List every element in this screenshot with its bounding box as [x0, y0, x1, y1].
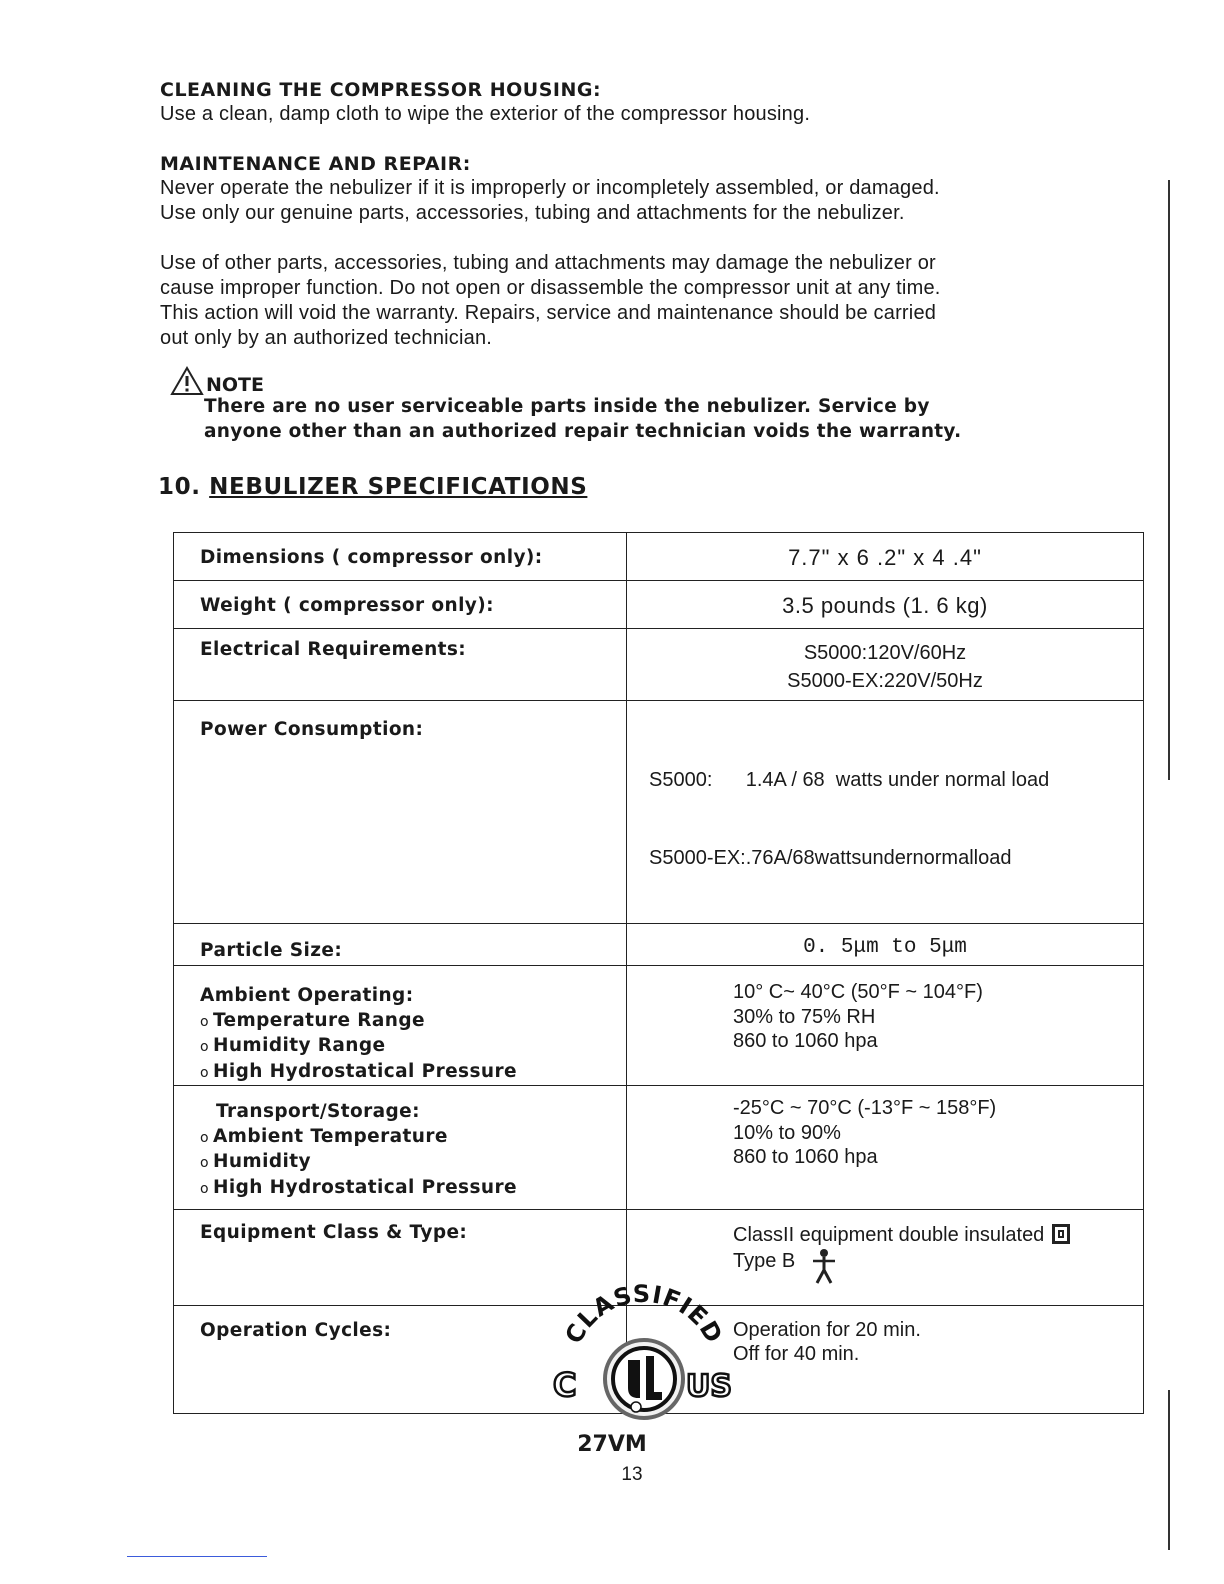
- electrical-value-2: S5000-EX:220V/50Hz: [787, 670, 983, 692]
- ambient-item-1: Temperature Range: [212, 1009, 425, 1031]
- note-line-1: There are no user serviceable parts inside the nebulizer. Service by: [204, 396, 930, 417]
- electrical-value-1: S5000:120V/60Hz: [803, 642, 967, 664]
- ambient-item-2: Humidity Range: [212, 1035, 386, 1056]
- power-value-1: S5000: 1.4A / 68 watts under normal load: [649, 769, 1050, 791]
- maintenance-p2-line-1: Use of other parts, accessories, tubing and attachments may damage the nebulizer or: [160, 252, 936, 274]
- cleaning-text: Use a clean, damp cloth to wipe the exterior of the compressor housing.: [160, 103, 811, 125]
- maintenance-section: [160, 152, 1100, 226]
- note-text: [204, 394, 1024, 444]
- weight-label: Weight ( compressor only):: [200, 595, 494, 616]
- section-number: 10.: [158, 474, 201, 500]
- equipment-value-2: Type B: [733, 1250, 796, 1272]
- cycles-value-1: Operation for 20 min.: [733, 1319, 921, 1341]
- power-label: Power Consumption:: [200, 719, 424, 740]
- spec-row-dimensions: [174, 533, 1144, 581]
- scan-margin-line-top: [1168, 180, 1170, 780]
- power-value-2: S5000-EX:.76A/68wattsundernormalload: [649, 847, 1012, 869]
- note-title: [170, 366, 264, 396]
- page-number: 13: [621, 1464, 643, 1485]
- spec-row-ambient: Ambient Operating: o Temperature Range o Humidity Range o High Hydrostatical Pressure 10° C~ 40°C (50°F ~ 104°F) 30% to 75% RH 860 to 1060 hpa: [174, 966, 1144, 1086]
- us-mark: US: [686, 1369, 732, 1404]
- ul-inner-ring: [613, 1348, 675, 1410]
- c-mark: C: [553, 1366, 577, 1404]
- transport-item-1: Ambient Temperature: [212, 1125, 448, 1147]
- particle-label: Particle Size:: [200, 940, 343, 961]
- transport-value-1: -25°C ~ 70°C (-13°F ~ 158°F): [733, 1097, 997, 1119]
- section-title-text: NEBULIZER SPECIFICATIONS: [209, 474, 588, 500]
- scan-margin-line-bottom: [1168, 1390, 1170, 1550]
- ambient-value-2: 30% to 75% RH: [733, 1005, 876, 1028]
- dimensions-label: Dimensions ( compressor only):: [200, 547, 543, 568]
- footer-rule: [127, 1556, 267, 1557]
- transport-label: Transport/Storage:: [216, 1101, 420, 1122]
- ambient-label: Ambient Operating:: [200, 985, 414, 1006]
- transport-value-2: 10% to 90%: [733, 1121, 841, 1144]
- electrical-label: Electrical Requirements:: [200, 639, 467, 660]
- note-line-2: anyone other than an authorized repair technician voids the warranty.: [204, 421, 962, 442]
- equipment-value-1: ClassII equipment double insulated: [733, 1224, 1045, 1246]
- equipment-label: Equipment Class & Type:: [200, 1222, 468, 1243]
- ambient-value-1: 10° C~ 40°C (50°F ~ 104°F): [733, 981, 983, 1003]
- maintenance-line-2: Use only our genuine parts, accessories, tubing and attachments for the nebulizer.: [160, 202, 905, 224]
- weight-value: 3.5 pounds (1. 6 kg): [782, 593, 988, 618]
- spec-row-electrical: [174, 629, 1144, 701]
- cycles-value-2: Off for 40 min.: [733, 1343, 860, 1365]
- spec-row-weight: [174, 581, 1144, 629]
- cleaning-section: [160, 78, 1080, 127]
- warning-triangle-icon: [170, 366, 204, 396]
- classified-arc-text: CLASSIFIED: [559, 1279, 729, 1349]
- maintenance-paragraph-2: [160, 251, 1100, 351]
- dimensions-value: 7.7" x 6 .2" x 4 .4": [788, 545, 982, 570]
- spec-row-particle: [174, 924, 1144, 966]
- spec-row-power: [174, 701, 1144, 924]
- maintenance-p2-line-2: cause improper function. Do not open or disassemble the compressor unit at any time.: [160, 277, 941, 299]
- section-title: [158, 474, 587, 500]
- maintenance-p2-line-4: out only by an authorized technician.: [160, 327, 493, 349]
- type-b-applied-part-icon: [809, 1248, 839, 1284]
- transport-item-2: Humidity: [212, 1151, 311, 1172]
- ul-classified-logo: [548, 1276, 738, 1431]
- certification-code: 27VM: [577, 1432, 647, 1457]
- particle-value: 0. 5μm to 5μm: [803, 936, 967, 959]
- transport-value-3: 860 to 1060 hpa: [733, 1146, 878, 1168]
- ambient-value-3: 860 to 1060 hpa: [733, 1030, 878, 1052]
- spec-row-transport: Transport/Storage: o Ambient Temperature o Humidity o High Hydrostatical Pressure -25°C ~ 70°C (-13°F ~ 158°F) 10% to 90% 860 to 1060 hpa: [174, 1086, 1144, 1210]
- maintenance-p2-line-3: This action will void the warranty. Repairs, service and maintenance should be carried: [160, 302, 937, 324]
- note-label: NOTE: [206, 374, 264, 396]
- transport-item-3: High Hydrostatical Pressure: [212, 1176, 517, 1198]
- maintenance-heading: MAINTENANCE AND REPAIR:: [160, 153, 471, 175]
- ambient-item-3: High Hydrostatical Pressure: [212, 1060, 517, 1082]
- cleaning-heading: CLEANING THE COMPRESSOR HOUSING:: [160, 79, 602, 101]
- maintenance-line-1: Never operate the nebulizer if it is improperly or incompletely assembled, or damaged.: [160, 177, 940, 199]
- double-insulated-icon: [1052, 1224, 1070, 1244]
- cycles-label: Operation Cycles:: [200, 1320, 392, 1341]
